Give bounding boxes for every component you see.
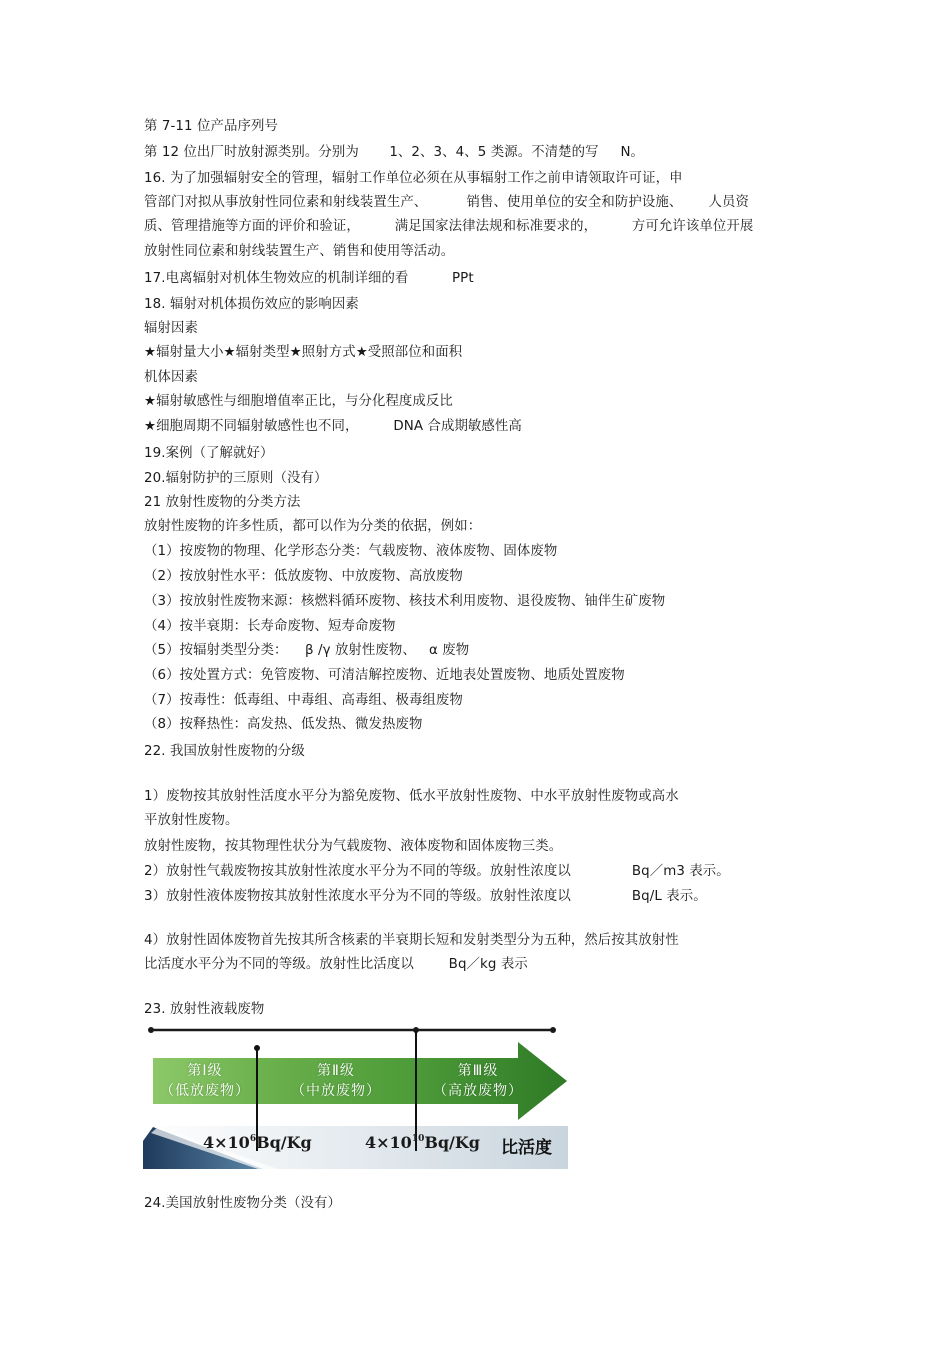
text-line: ★辐射量大小★辐射类型★照射方式★受照部位和面积 — [144, 345, 463, 360]
text-line: 放射性同位素和射线装置生产、销售和使用等活动。 — [144, 244, 455, 259]
threshold-2-label — [365, 1133, 480, 1152]
level-1-title: 第Ⅰ级 — [187, 1063, 223, 1079]
text-line: 4）放射性固体废物首先按其所含核素的半衰期长短和发射类型分为五种，然后按其放射性 — [144, 933, 679, 948]
text-line: 20.辐射防护的三原则（没有） — [144, 471, 328, 486]
text-line: 放射性废物的许多性质，都可以作为分类的依据，例如： — [144, 519, 482, 534]
text-line: （5）按辐射类型分类： β /γ 放射性废物、 α 废物 — [144, 643, 470, 658]
text-line: （7）按毒性：低毒组、中毒组、高毒组、极毒组废物 — [144, 693, 463, 708]
text-line: （4）按半衰期：长寿命废物、短寿命废物 — [144, 619, 396, 634]
text-line: 1）废物按其放射性活度水平分为豁免废物、低水平放射性废物、中水平放射性废物或高水 — [144, 789, 679, 804]
text-line: 平放射性废物。 — [144, 813, 239, 828]
text-line: 22. 我国放射性废物的分级 — [144, 744, 305, 759]
text-line: （3）按放射性废物来源：核燃料循环废物、核技术利用废物、退役废物、铀伴生矿废物 — [144, 594, 666, 609]
text-line: ★细胞周期不同辐射敏感性也不同， DNA 合成期敏感性高 — [144, 419, 522, 434]
text-line: 第 12 位出厂时放射源类别。分别为 1、2、3、4、5 类源。不清楚的写 N。 — [144, 145, 645, 160]
text-line: 放射性废物，按其物理性状分为气载废物、液体废物和固体废物三类。 — [144, 839, 563, 854]
level-1-sub: （低放废物） — [160, 1083, 250, 1099]
text-line: 23. 放射性液载废物 — [144, 1002, 265, 1017]
text-line: 17.电离辐射对机体生物效应的机制详细的看 PPt — [144, 271, 474, 286]
text-line: 质、管理措施等方面的评价和验证， 满足国家法律法规和标准要求的， 方可允许该单位开展 — [144, 219, 754, 234]
text-line: （6）按处置方式：免管废物、可清洁解控废物、近地表处置废物、地质处置废物 — [144, 668, 625, 683]
text-line: （1）按废物的物理、化学形态分类：气载废物、液体废物、固体废物 — [144, 544, 558, 559]
text-line: 机体因素 — [144, 370, 198, 385]
level-2-title: 第Ⅱ级 — [317, 1063, 355, 1079]
level-3-label — [428, 1061, 528, 1101]
axis-dot-right — [550, 1027, 556, 1033]
text-line: 辐射因素 — [144, 321, 198, 336]
level-2-label — [261, 1061, 411, 1101]
text-line: 第 7-11 位产品序列号 — [144, 119, 278, 134]
threshold-1-base: 4×10 — [203, 1133, 250, 1152]
threshold-1-dot — [254, 1045, 260, 1051]
text-line: 19.案例（了解就好） — [144, 446, 274, 461]
text-line: 3）放射性液体废物按其放射性浓度水平分为不同的等级。放射性浓度以 Bq/L 表示。 — [144, 889, 707, 904]
threshold-2-exp: 10 — [411, 1134, 425, 1144]
axis-label: 比活度 — [501, 1138, 552, 1158]
text-line: 24.美国放射性废物分类（没有） — [144, 1196, 341, 1211]
threshold-2-unit: Bq/Kg — [424, 1133, 480, 1152]
text-line: 比活度水平分为不同的等级。放射性比活度以 Bq／kg 表示 — [144, 957, 528, 972]
text-line: 2）放射性气载废物按其放射性浓度水平分为不同的等级。放射性浓度以 Bq／m3 表示。 — [144, 864, 730, 879]
text-line: 16. 为了加强辐射安全的管理，辐射工作单位必须在从事辐射工作之前申请领取许可证，申 — [144, 171, 683, 186]
text-line: （8）按释热性：高发热、低发热、微发热废物 — [144, 717, 423, 732]
text-line: 18. 辐射对机体损伤效应的影响因素 — [144, 297, 359, 312]
text-line: ★辐射敏感性与细胞增值率正比，与分化程度成反比 — [144, 394, 453, 409]
text-line: 管部门对拟从事放射性同位素和射线装置生产、 销售、使用单位的安全和防护设施、 人员资 — [144, 195, 749, 210]
threshold-1-unit: Bq/Kg — [256, 1133, 312, 1152]
text-line: （2）按放射性水平：低放废物、中放废物、高放废物 — [144, 569, 463, 584]
axis-dot-left — [148, 1027, 154, 1033]
level-3-sub: （高放废物） — [433, 1083, 523, 1099]
threshold-1-label — [203, 1133, 312, 1152]
level-3-title: 第Ⅲ级 — [457, 1063, 499, 1079]
text-line: 21 放射性废物的分类方法 — [144, 495, 301, 510]
waste-classification-figure — [143, 1023, 568, 1169]
threshold-1-exp: 6 — [249, 1134, 257, 1144]
threshold-2-base: 4×10 — [365, 1133, 412, 1152]
level-2-sub: （中放废物） — [291, 1083, 381, 1099]
level-1-label — [155, 1061, 255, 1101]
